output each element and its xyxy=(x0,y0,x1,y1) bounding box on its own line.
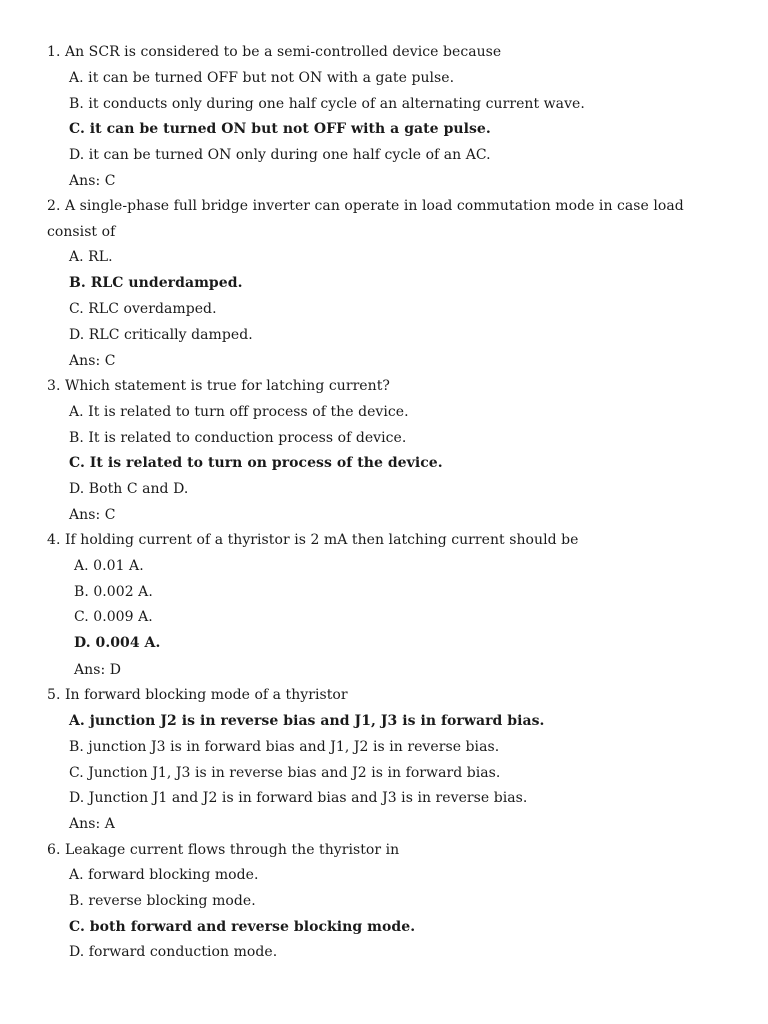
question-1-option-c-correct: C. it can be turned ON but not OFF with a gate pulse. xyxy=(69,121,491,137)
question-5-answer: Ans: A xyxy=(69,816,115,832)
question-5-option-a-correct: A. junction J2 is in reverse bias and J1, J3 is in forward bias. xyxy=(69,713,545,729)
question-3-answer: Ans: C xyxy=(69,507,116,523)
question-1-stem: 1. An SCR is considered to be a semi-controlled device because xyxy=(47,44,502,60)
question-2-option-b-correct: B. RLC underdamped. xyxy=(69,275,243,291)
question-6-option-b: B. reverse blocking mode. xyxy=(69,893,256,909)
question-2-option-c: C. RLC overdamped. xyxy=(69,301,217,317)
question-3-option-d: D. Both C and D. xyxy=(69,481,189,497)
question-3-option-b: B. It is related to conduction process of device. xyxy=(69,430,407,446)
question-4-option-a: A. 0.01 A. xyxy=(74,558,144,574)
question-3-stem: 3. Which statement is true for latching current? xyxy=(47,378,390,394)
question-2-stem-continued: consist of xyxy=(47,224,116,240)
question-1-option-b: B. it conducts only during one half cycle of an alternating current wave. xyxy=(69,96,585,112)
question-1-answer: Ans: C xyxy=(69,173,116,189)
question-1-option-a: A. it can be turned OFF but not ON with a gate pulse. xyxy=(69,70,455,86)
question-2-option-d: D. RLC critically damped. xyxy=(69,327,253,343)
question-1-option-d: D. it can be turned ON only during one half cycle of an AC. xyxy=(69,147,491,163)
question-5-option-d: D. Junction J1 and J2 is in forward bias and J3 is in reverse bias. xyxy=(69,790,528,806)
question-2-answer: Ans: C xyxy=(69,353,116,369)
question-2-stem: 2. A single-phase full bridge inverter can operate in load commutation mode in case load xyxy=(47,198,684,214)
question-5-stem: 5. In forward blocking mode of a thyristor xyxy=(47,687,348,703)
question-3-option-a: A. It is related to turn off process of the device. xyxy=(69,404,409,420)
question-4-option-d-correct: D. 0.004 A. xyxy=(74,635,161,651)
question-4-option-c: C. 0.009 A. xyxy=(74,609,153,625)
question-6-stem: 6. Leakage current flows through the thyristor in xyxy=(47,842,400,858)
question-6-option-d: D. forward conduction mode. xyxy=(69,944,278,960)
question-4-stem: 4. If holding current of a thyristor is 2 mA then latching current should be xyxy=(47,532,579,548)
question-4-answer: Ans: D xyxy=(74,662,122,678)
question-4-option-b: B. 0.002 A. xyxy=(74,584,153,600)
question-6-option-c-correct: C. both forward and reverse blocking mode. xyxy=(69,919,416,935)
question-5-option-b: B. junction J3 is in forward bias and J1, J2 is in reverse bias. xyxy=(69,739,500,755)
question-6-option-a: A. forward blocking mode. xyxy=(69,867,259,883)
question-3-option-c-correct: C. It is related to turn on process of the device. xyxy=(69,455,443,471)
question-2-option-a: A. RL. xyxy=(69,249,113,265)
question-5-option-c: C. Junction J1, J3 is in reverse bias and J2 is in forward bias. xyxy=(69,765,501,781)
